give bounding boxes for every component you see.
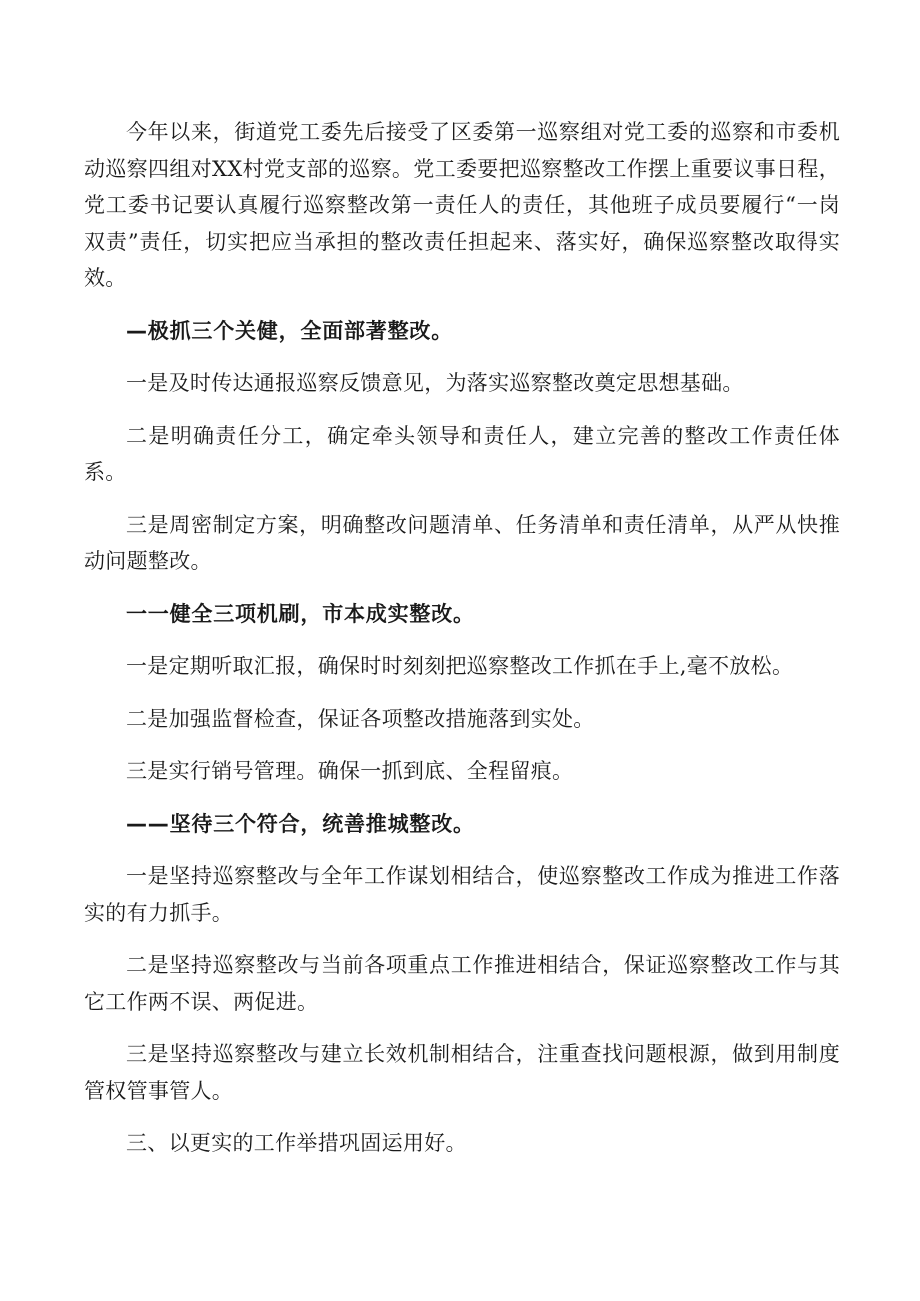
paragraph-item: 一是定期听取汇报，确保时时刻刻把巡察整改工作抓在手上,毫不放松。 [126, 654, 794, 678]
section-heading-mechanisms: 一一健全三项机刷，市本成实整改。 [126, 601, 475, 626]
section-heading-combinations: ——坚待三个符合，统善推城整改。 [126, 811, 475, 836]
paragraph-item: 二是明确责任分工，确定牵头领导和责任人，建立完善的整改工作责任体系。 [84, 423, 840, 484]
paragraph-item: 三是实行销号管理。确保一抓到底、全程留痕。 [126, 759, 574, 783]
paragraph-item: 三是周密制定方案，明确整改问题清单、任务清单和责任清单，从严从快推动问题整改。 [84, 512, 840, 573]
paragraph-item: 一是及时传达通报巡察反馈意见，为落实巡察整改奠定思想基础。 [126, 371, 744, 395]
paragraph-item: 三是坚持巡察整改与建立长效机制相结合，注重查找问题根源，做到用制度管权管事管人。 [84, 1042, 840, 1103]
paragraph-item: 二是加强监督检查，保证各项整改措施落到实处。 [126, 706, 595, 731]
paragraph-intro: 今年以来，街道党工委先后接受了区委第一巡察组对党工委的巡察和市委机动巡察四组对XX村党支部的巡察。党工委要把巡察整改工作摆上重要议事日程，党工委书记要认真履行巡察整改第一责任人的责任，其他班子成员要履行“一岗双责”责任，切实把应当承担的整改责任担起来、落实好，确保巡察整改取得实效。 [84, 120, 840, 290]
paragraph-section-three: 三、以更实的工作举措巩固运用好。 [126, 1131, 467, 1155]
paragraph-item: 二是坚持巡察整改与当前各项重点工作推进相结合，保证巡察整改工作与其它工作两不误、两促进。 [84, 953, 840, 1014]
section-heading-key-points: —极抓三个关健，全面部著整改。 [126, 318, 453, 343]
paragraph-item: 一是坚持巡察整改与全年工作谋划相结合，使巡察整改工作成为推进工作落实的有力抓手。 [84, 864, 840, 925]
